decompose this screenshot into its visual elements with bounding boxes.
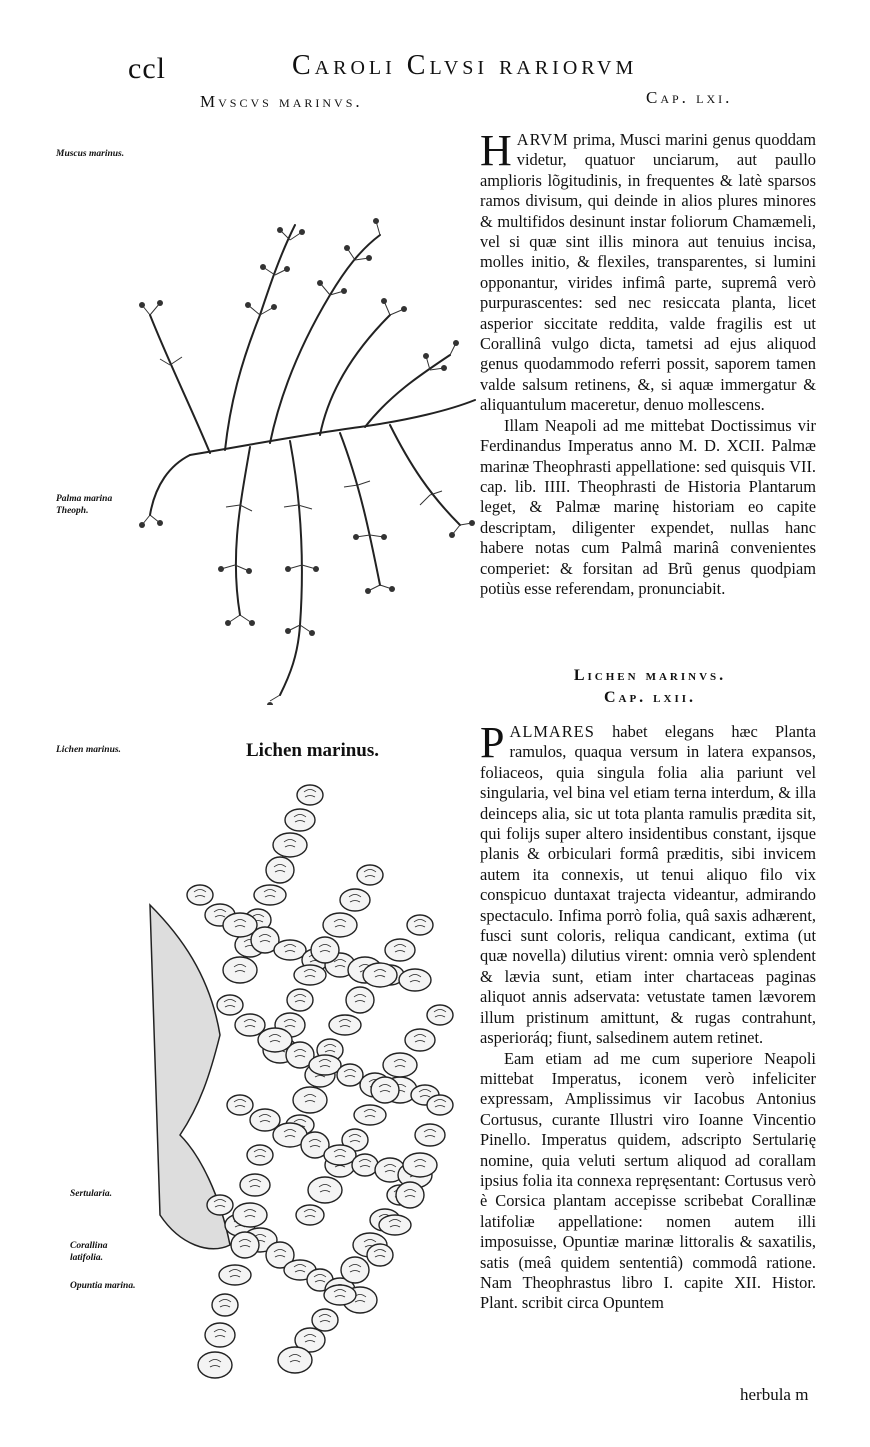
- margin-note-corallina: Corallina latifolia.: [70, 1241, 108, 1263]
- margin-note-sertularia: Sertularia.: [70, 1189, 112, 1199]
- lichen-leaf-bead: [363, 963, 397, 987]
- lichen-leaf-bead: [294, 965, 326, 985]
- section-title-lichen: Lichen marinvs.: [573, 667, 727, 684]
- lichen-leaf-bead: [207, 1195, 233, 1215]
- lichen-leaf-bead: [198, 1352, 232, 1378]
- section-title-muscus: Mvscvs marinvs.: [200, 92, 363, 111]
- muscus-marinus-illustration: [130, 205, 480, 705]
- catchword: herbula m: [740, 1385, 809, 1404]
- chapter-62-para2: Eam etiam ad me cum superiore Neapoli mittebat Imperatus, iconem verò infeliciter expressam, Amplissimus vir Iacobus Antonius Cortusus, curante Illustri viro Ioanne Vincentio Pinello. Imperatus quidem, adscripto Sertularię nomine, quia veluti sertum aliquod ad corallam ipsius folia ita connexa repręsentant: Cortusus verò è Corsica plantam accepisse scribebat Corallinæ latifoliæ appellatione: nomen autem illi imposuisse, Opuntiæ marinæ littoralis & saxatilis, satis (meâ quidem sententiâ) commodâ ratione. Nam Theophrastus libro I. capite XII. Histor. Plant. scribit circa Opuntem: [480, 1048, 816, 1313]
- lichen-leaf-bead: [296, 1205, 324, 1225]
- lichen-leaf-bead: [274, 940, 306, 960]
- lichen-leaf-bead: [187, 885, 213, 905]
- lichen-leaf-bead: [399, 969, 431, 991]
- running-title: Caroli Clvsi rariorvm: [292, 50, 638, 81]
- lichen-leaf-bead: [323, 913, 357, 937]
- drop-cap-p: P: [480, 718, 505, 767]
- margin-note-palma: Palma marina Theoph.: [56, 494, 113, 516]
- lichen-leaf-bead: [258, 1028, 292, 1052]
- lichen-leaf-bead: [227, 1095, 253, 1115]
- lichen-leaf-bead: [254, 885, 286, 905]
- lichen-leaf-bead: [266, 857, 294, 883]
- lichen-leaf-bead: [415, 1124, 445, 1146]
- lichen-leaf-bead: [407, 915, 433, 935]
- lichen-leaf-bead: [217, 995, 243, 1015]
- lichen-leaf-bead: [205, 1323, 235, 1347]
- lichen-leaf-bead: [240, 1174, 270, 1196]
- lichen-leaf-bead: [379, 1215, 411, 1235]
- lichen-leaf-bead: [405, 1029, 435, 1051]
- chapter-61-para2: Illam Neapoli ad me mittebat Doctissimus vir Ferdinandus Imperatus anno M. D. XCII. Palmæ marinæ Theophrasti appellatione: sed quisquis VII. cap. lib. IIII. Theophrasti de Historia Plantarum leget, & Palmæ marinę historiam eo capite descriptam, diligenter expendet, nullas hanc habere notas cum Palmâ marinâ convenientes comperiet: & forsitan ad Brũ genus quodpiam potiùs esse referendam, pronunciabit.: [480, 415, 816, 598]
- chapter-62-text: [480, 718, 816, 1314]
- lichen-leaf-bead: [396, 1182, 424, 1208]
- lichen-leaf-bead: [309, 1055, 341, 1075]
- chapter-62-heading: [520, 665, 780, 709]
- lichen-leaf-bead: [337, 1064, 363, 1086]
- lichen-leaf-bead: [233, 1203, 267, 1227]
- figure-caption-lichen: Lichen marinus.: [246, 740, 380, 761]
- lichen-leaf-bead: [223, 957, 257, 983]
- chapter-number-61: Cap. lxi.: [646, 88, 733, 107]
- lichen-leaf-bead: [219, 1265, 251, 1285]
- lichen-leaf-bead: [329, 1015, 361, 1035]
- lichen-leaf-bead: [385, 939, 415, 961]
- lichen-leaf-bead: [427, 1005, 453, 1025]
- lichen-leaf-bead: [340, 889, 370, 911]
- lichen-leaf-bead: [324, 1285, 356, 1305]
- chapter-number-62: Cap. lxii.: [603, 689, 697, 706]
- lichen-leaf-bead: [352, 1154, 378, 1176]
- lichen-leaf-bead: [312, 1309, 338, 1331]
- lichen-leaf-bead: [223, 913, 257, 937]
- lichen-leaf-bead: [297, 785, 323, 805]
- lichen-leaf-bead: [212, 1294, 238, 1316]
- lichen-leaf-bead: [383, 1053, 417, 1077]
- lichen-leaf-bead: [403, 1153, 437, 1177]
- lichen-leaf-bead: [231, 1232, 259, 1258]
- lichen-leaf-bead: [308, 1177, 342, 1203]
- lichen-leaf-bead: [357, 865, 383, 885]
- lichen-leaf-bead: [354, 1105, 386, 1125]
- lichen-marinus-illustration: [140, 775, 480, 1385]
- chapter-62-para1: habet elegans hæc Planta ramulos, quaqua versum in latera expansos, foliaceos, quia singula folia alia pariunt vel singularia, vel bina vel etiam terna interdum, & illa deinceps alia, sic ut tota planta ramulis prædita sit, qui folijs super altero insidentibus constant, ijsque planis & orbiculari formâ præditis, sibi invicem autem ita connexis, ut tenui aliquo filo vix conspicuo duntaxat trajecta videantur, admirando spectaculo. Infima porrò folia, quâ saxis adhærent, fusci sunt coloris, reliqua candicant, extima (ut quæ novella) dilutius virent: omnia verò splendent & lævia sunt, etiam inter chartaceas paginas aliquot annis adservata: vetustate tamen lævorem illum pristinum amittunt, & rugas contrahunt, asperioráq; fiunt, salsedinem autem retinet.: [480, 722, 816, 1048]
- drop-cap-h: H: [480, 126, 512, 175]
- chapter-61-text: [480, 126, 816, 599]
- lichen-leaf-bead: [293, 1087, 327, 1113]
- lichen-leaf-bead: [287, 989, 313, 1011]
- chapter-61-lead: ARVM: [516, 130, 569, 149]
- lichen-leaf-bead: [324, 1145, 356, 1165]
- chapter-62-lead: ALMARES: [509, 722, 595, 741]
- lichen-leaf-bead: [285, 809, 315, 831]
- margin-note-opuntia: Opuntia marina.: [70, 1281, 136, 1291]
- margin-note-lichen: Lichen marinus.: [56, 745, 121, 755]
- lichen-leaf-bead: [341, 1257, 369, 1283]
- folio-number: ccl: [128, 52, 166, 85]
- lichen-leaf-bead: [346, 987, 374, 1013]
- lichen-leaf-bead: [371, 1077, 399, 1103]
- lichen-leaf-bead: [273, 833, 307, 857]
- lichen-leaf-bead: [427, 1095, 453, 1115]
- lichen-leaf-bead: [311, 937, 339, 963]
- lichen-leaf-bead: [367, 1244, 393, 1266]
- lichen-leaf-bead: [247, 1145, 273, 1165]
- chapter-61-para1: prima, Musci marini genus quoddam videtur, quatuor unciarum, aut paullo amplioris lõgitudinis, in frequentes & latè sparsos ramos divisum, qui deinde in alios plures minores & multifidos desinunt instar foliorum Chamæmeli, vel si quæ sint illis minora aut tenuius incisa, molles initio, & flexiles, transparentes, si lumini opponantur, virides infimâ parte, supremâ verò purpurascentes: sed nec resiccata planta, licet asperior siccitate reddita, valde fragilis est ut Corallinâ vulgo dicta, tametsi ad ejus aliquod genus quodammodo referri possit, saporem tamen valde salsum retinens, &, si aquæ immergatur & aliquantulum maceretur, denuo mollescens.: [480, 130, 816, 415]
- margin-note-muscus: Muscus marinus.: [56, 149, 125, 159]
- lichen-leaf-bead: [278, 1347, 312, 1373]
